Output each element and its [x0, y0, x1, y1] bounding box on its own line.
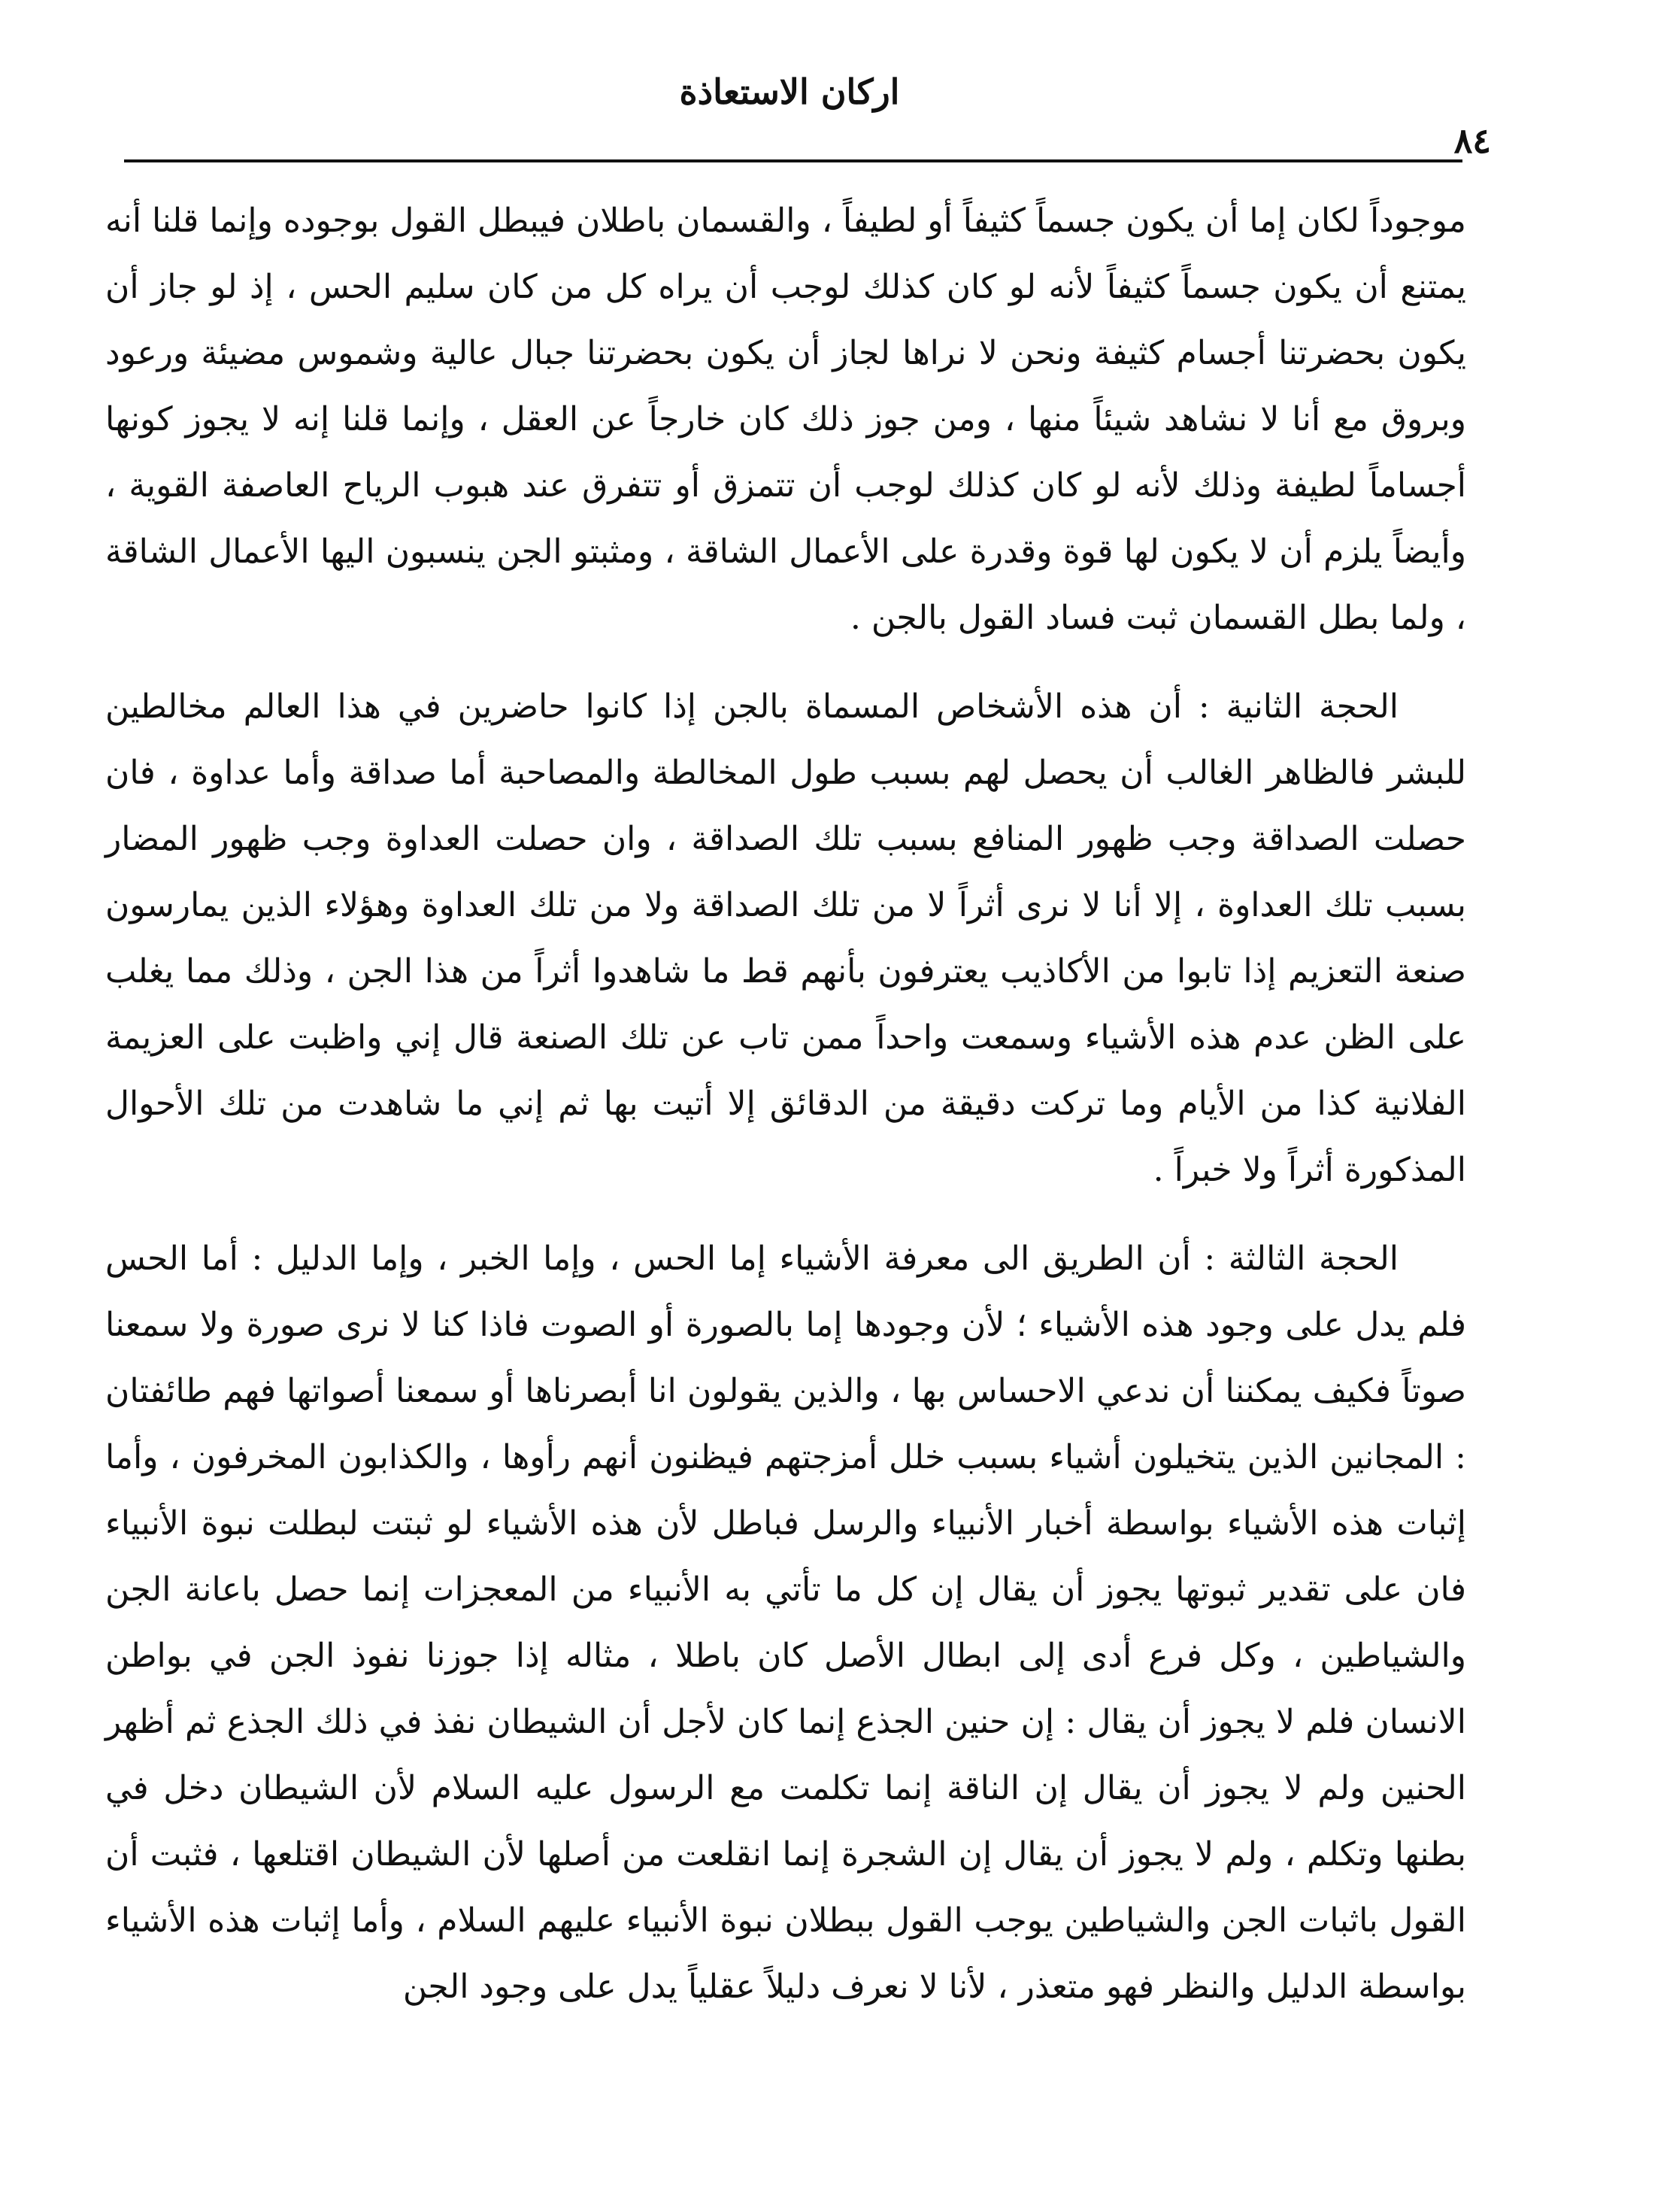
paragraph-3: الحجة الثالثة : أن الطريق الى معرفة الأشياء إما الحس ، وإما الخبر ، وإما الدليل : أما الحس فلم يدل على وجود هذه الأشياء ؛ لأن وجودها إما بالصورة أو الصوت فاذا كنا لا نرى صورة ولا سمعنا صوتاً فكيف يمكننا أن ندعي الاحساس بها ، والذين يقولون انا أبصرناها أو سمعنا أصواتها فهم طائفتان : المجانين الذين يتخيلون أشياء بسبب خلل أمزجتهم فيظنون أنهم رأوها ، والكذابون المخرفون ، وأما إثبات هذه الأشياء بواسطة أخبار الأنبياء والرسل فباطل لأن هذه الأشياء لو ثبتت لبطلت نبوة الأنبياء فان على تقدير ثبوتها يجوز أن يقال إن كل ما تأتي به الأنبياء من المعجزات إنما حصل باعانة الجن والشياطين ، وكل فرع أدى إلى ابطال الأصل كان باطلا ، مثاله إذا جوزنا نفوذ الجن في بواطن الانسان فلم لا يجوز أن يقال : إن حنين الجذع إنما كان لأجل أن الشيطان نفذ في ذلك الجذع ثم أظهر الحنين ولم لا يجوز أن يقال إن الناقة إنما تكلمت مع الرسول عليه السلام لأن الشيطان دخل في بطنها وتكلم ، ولم لا يجوز أن يقال إن الشجرة إنما انقلعت من أصلها لأن الشيطان اقتلعها ، فثبت أن القول باثبات الجن والشياطين يوجب القول ببطلان نبوة الأنبياء عليهم السلام ، وأما إثبات هذه الأشياء بواسطة الدليل والنظر فهو متعذر ، لأنا لا نعرف دليلاً عقلياً يدل على وجود الجن	[105, 1240, 1466, 2006]
body-text	[105, 188, 1466, 2020]
header-rule	[124, 159, 1462, 162]
running-title: اركان الاستعاذة	[679, 71, 900, 112]
page-number: ٨٤	[1453, 120, 1491, 161]
paragraph-2: الحجة الثانية : أن هذه الأشخاص المسماة بالجن إذا كانوا حاضرين في هذا العالم مخالطين للبشر فالظاهر الغالب أن يحصل لهم بسبب طول المخالطة والمصاحبة أما صداقة وأما عداوة ، فان حصلت الصداقة وجب ظهور المنافع بسبب تلك الصداقة ، وان حصلت العداوة وجب ظهور المضار بسبب تلك العداوة ، إلا أنا لا نرى أثراً لا من تلك الصداقة ولا من تلك العداوة وهؤلاء الذين يمارسون صنعة التعزيم إذا تابوا من الأكاذيب يعترفون بأنهم قط ما شاهدوا أثراً من هذا الجن ، وذلك مما يغلب على الظن عدم هذه الأشياء وسمعت واحداً ممن تاب عن تلك الصنعة قال إني واظبت على العزيمة الفلانية كذا من الأيام وما تركت دقيقة من الدقائق إلا أتيت بها ثم إني ما شاهدت من تلك الأحوال المذكورة أثراً ولا خبراً .	[105, 687, 1467, 1189]
paragraph-1: موجوداً لكان إما أن يكون جسماً كثيفاً أو لطيفاً ، والقسمان باطلان فيبطل القول بوجوده وإنما قلنا أنه يمتنع أن يكون جسماً كثيفاً لأنه لو كان كذلك لوجب أن يراه كل من كان سليم الحس ، إذ لو جاز أن يكون بحضرتنا أجسام كثيفة ونحن لا نراها لجاز أن يكون بحضرتنا جبال عالية وشموس مضيئة ورعود وبروق مع أنا لا نشاهد شيئاً منها ، ومن جوز ذلك كان خارجاً عن العقل ، وإنما قلنا إنه لا يجوز كونها أجساماً لطيفة وذلك لأنه لو كان كذلك لوجب أن تتمزق أو تتفرق عند هبوب الرياح العاصفة القوية ، وأيضاً يلزم أن لا يكون لها قوة وقدرة على الأعمال الشاقة ، ومثبتو الجن ينسبون اليها الأعمال الشاقة ، ولما بطل القسمان ثبت فساد القول بالجن .	[105, 202, 1466, 637]
